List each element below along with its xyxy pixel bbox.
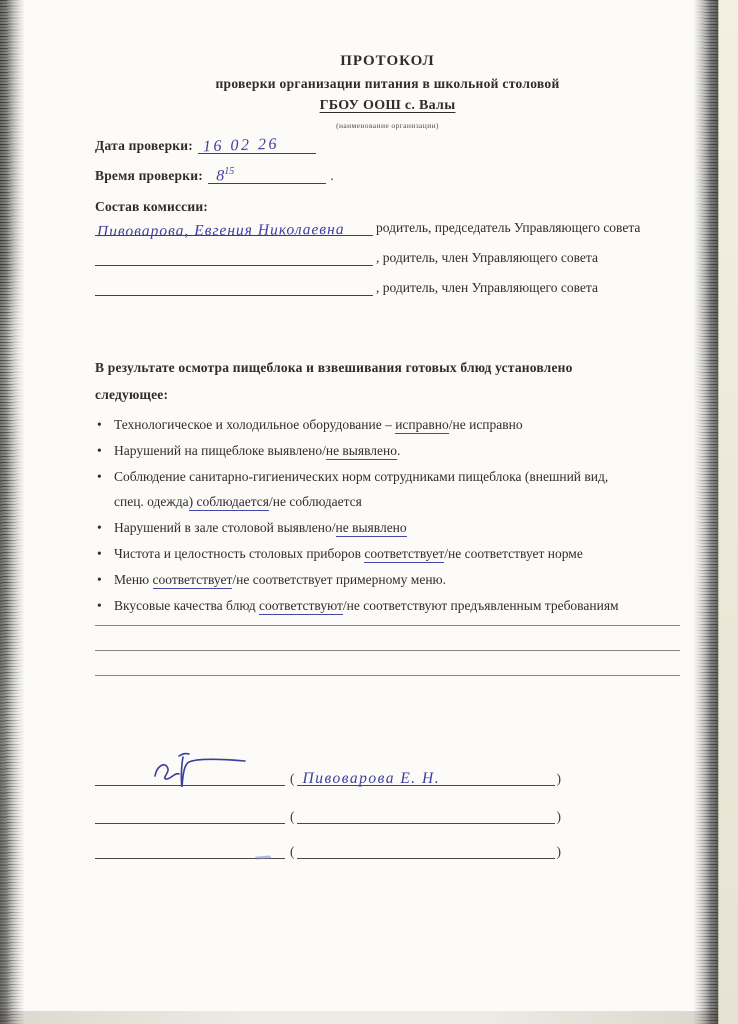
scan-background-right-strip	[718, 0, 738, 1024]
date-label: Дата проверки:	[95, 137, 193, 153]
finding-text-post: /не соответствует норме	[444, 546, 583, 562]
page-title: ПРОТОКОЛ	[340, 53, 435, 69]
scan-artifact-left-edge	[0, 0, 26, 1024]
notes-line	[95, 651, 680, 676]
date-row	[95, 137, 680, 155]
finding-text-pre: Меню	[114, 572, 153, 588]
document-header	[95, 0, 680, 131]
finding-item	[95, 464, 640, 514]
finding-choice-selected: исправно	[395, 417, 449, 433]
signature-row	[95, 748, 680, 786]
finding-choice-selected: не выявлено	[335, 520, 407, 536]
notes-line	[95, 618, 680, 626]
finding-text-pre: Нарушений на пищеблоке выявлено/	[114, 443, 326, 459]
signature-block	[95, 748, 680, 859]
document-subtitle: проверки организации питания в школьной столовой	[215, 75, 560, 91]
paren-close: )	[556, 771, 561, 787]
finding-item	[95, 515, 680, 540]
finding-text-pre: Чистота и целостность столовых приборов	[114, 546, 365, 562]
finding-text-pre: Нарушений в зале столовой выявлено/	[114, 520, 336, 536]
finding-choice-selected: соответствует	[364, 546, 445, 562]
paren-close: )	[556, 809, 561, 825]
bullet-icon: •	[97, 469, 102, 485]
paren-open: (	[290, 771, 295, 787]
member-name-line	[95, 266, 373, 296]
commission-row	[95, 266, 680, 296]
commission-heading: Состав комиссии:	[95, 199, 209, 215]
finding-item	[95, 438, 680, 463]
commission-row	[95, 216, 680, 240]
findings-list	[95, 412, 680, 618]
paren-open: (	[290, 844, 295, 860]
finding-choice-selected: ) соблюдается	[188, 494, 269, 510]
bullet-icon: •	[97, 520, 102, 536]
finding-item	[95, 567, 680, 592]
notes-area	[95, 618, 680, 676]
finding-text-post: /не соответствует примерному меню.	[232, 572, 446, 588]
member-name-handwritten: Пивоварова, Евгения Николаевна	[96, 220, 345, 240]
signature-line	[95, 748, 285, 786]
member-name-line	[95, 216, 373, 240]
finding-text-post: /не соответствуют предъявленным требованиям	[342, 598, 619, 614]
signature-name-line	[297, 824, 555, 859]
bullet-icon: •	[97, 443, 102, 459]
finding-item	[95, 541, 680, 566]
paren-open: (	[290, 809, 295, 825]
signature-name-line	[297, 748, 555, 786]
time-value-handwritten	[216, 166, 234, 186]
finding-choice-selected: соответствуют	[258, 598, 343, 614]
member-role: , родитель, член Управляющего совета	[376, 280, 598, 296]
date-fill-line	[198, 137, 316, 154]
member-role: , родитель, член Управляющего совета	[376, 250, 598, 266]
finding-choice-selected: соответствует	[152, 572, 233, 588]
bullet-icon: •	[97, 572, 102, 588]
member-name-line	[95, 236, 373, 266]
finding-text-post: /не соблюдается	[269, 494, 362, 510]
bullet-icon: •	[97, 417, 102, 433]
time-row	[95, 167, 680, 185]
finding-text-post: /не исправно	[448, 417, 523, 433]
finding-text-pre: Технологическое и холодильное оборудование –	[114, 417, 396, 433]
bullet-icon: •	[97, 598, 102, 614]
scan-artifact-right-edge	[692, 0, 718, 1024]
time-fill-line	[208, 167, 326, 184]
scan-background-bottom-strip	[0, 1011, 738, 1024]
date-value-handwritten: 16 02 26	[203, 135, 280, 155]
signature-row	[95, 824, 680, 859]
time-label: Время проверки:	[95, 168, 203, 184]
ink-smudge	[255, 856, 271, 860]
organization-caption: (наименование организации)	[336, 121, 439, 131]
time-hour: 8	[216, 167, 225, 185]
time-minutes-superscript: 15	[224, 166, 235, 178]
signature-line	[95, 786, 285, 824]
organization-name: ГБОУ ООШ с. Валы	[319, 97, 456, 113]
paren-close: )	[556, 844, 561, 860]
signature-row	[95, 786, 680, 824]
signature-name-handwritten: Пивоварова Е. Н.	[302, 769, 441, 787]
finding-item	[95, 412, 680, 437]
signature-name-line	[297, 786, 555, 824]
finding-choice-selected: не выявлено	[325, 443, 397, 459]
finding-text-pre: Вкусовые качества блюд	[114, 598, 259, 614]
signature-line	[95, 824, 285, 859]
notes-line	[95, 626, 680, 651]
bullet-icon: •	[97, 546, 102, 562]
commission-row	[95, 236, 680, 266]
finding-text-pre: Соблюдение санитарно-гигиенических норм сотрудниками пищеблока (внешний вид, спец. одежда	[114, 469, 609, 510]
findings-heading: В результате осмотра пищеблока и взвешивания готовых блюд установлено следующее:	[95, 360, 573, 403]
finding-text-post: .	[397, 443, 401, 459]
finding-item	[95, 593, 680, 618]
member-role: родитель, председатель Управляющего совета	[376, 220, 641, 236]
trailing-dot: .	[330, 168, 334, 184]
document-body	[95, 0, 680, 859]
